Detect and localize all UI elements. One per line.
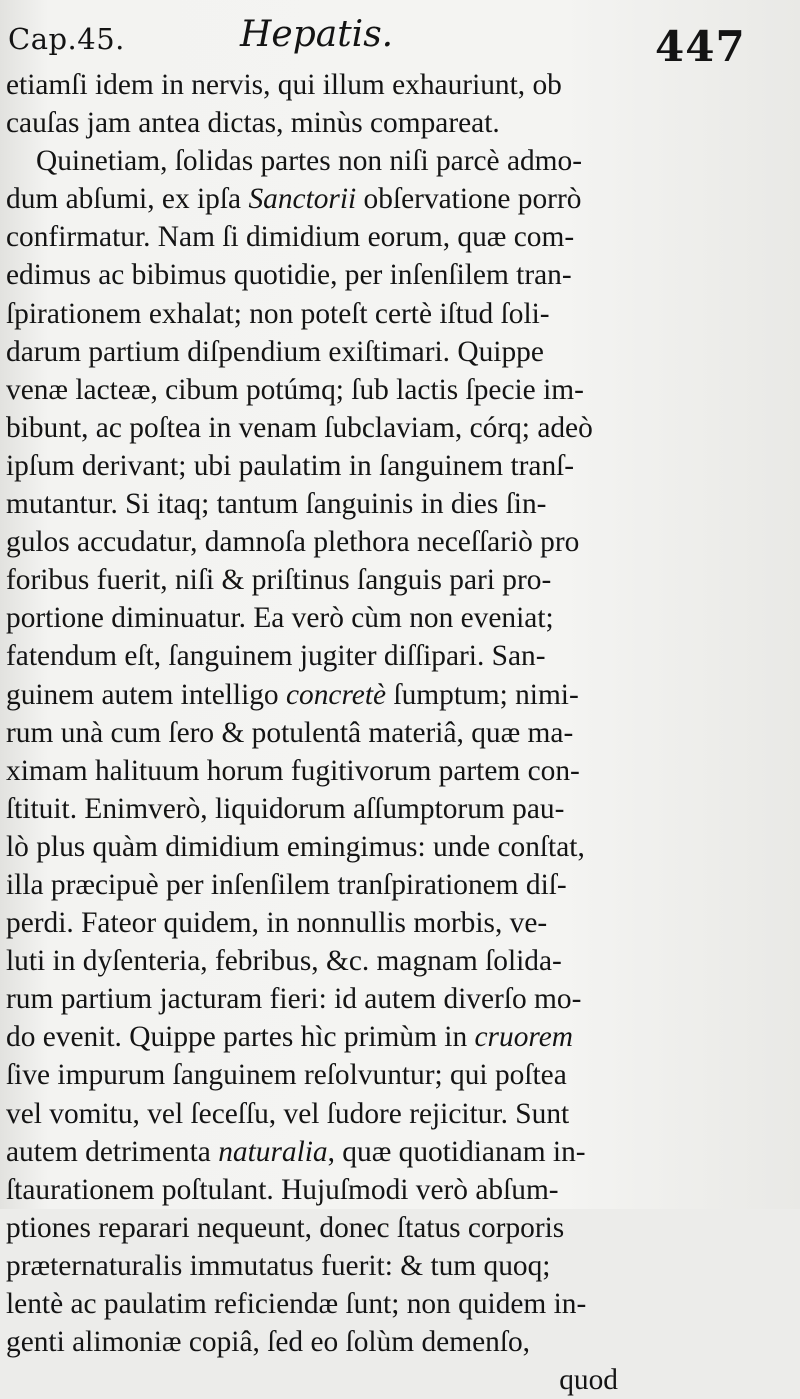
- page-number: 447: [655, 22, 746, 71]
- text-line: do evenit. Quippe partes hìc primùm in cruorem: [6, 1021, 574, 1054]
- text-line: darum partium diſpendium exiſtimari. Quippe: [6, 335, 544, 368]
- text-line: ximam halituum horum fugitivorum partem con-: [6, 754, 580, 787]
- text-line: guinem autem intelligo concretè ſumptum; nimi-: [6, 678, 579, 711]
- text-line: lentè ac paulatim reficiendæ ſunt; non quidem in-: [6, 1288, 587, 1320]
- text-line: ſtaurationem poſtulant. Hujuſmodi verò abſum-: [6, 1173, 559, 1206]
- page-header: [8, 14, 704, 64]
- text-line: venæ lacteæ, cibum potúmq; ſub lactis ſpecie im-: [6, 373, 584, 406]
- text-line: ſive impurum ſanguinem reſolvuntur; qui poſtea: [6, 1059, 567, 1092]
- text-line: foribus fuerit, niſi & priſtinus ſanguis pari pro-: [6, 564, 552, 597]
- text-line: mutantur. Si itaq; tantum ſanguinis in dies ſin-: [6, 488, 547, 521]
- text-line: etiamſi idem in nervis, qui illum exhauriunt, ob: [6, 69, 562, 101]
- chapter-running-head: Cap.45.: [8, 22, 125, 56]
- text-line: autem detrimenta naturalia, quæ quotidianam in-: [6, 1135, 586, 1168]
- text-line: cauſas jam antea dictas, minùs compareat.: [6, 107, 500, 140]
- text-line: confirmatur. Nam ſi dimidium eorum, quæ com-: [6, 221, 575, 254]
- text-line: lò plus quàm dimidium emingimus: unde conſtat,: [6, 830, 585, 863]
- text-body: [6, 66, 626, 1399]
- text-line: ſtituit. Enimverò, liquidorum aſſumptorum pau-: [6, 792, 565, 825]
- text-line: dum abſumi, ex ipſa Sanctorii obſervatione porrò: [6, 183, 582, 216]
- text-line: rum unà cum ſero & potulentâ materiâ, quæ ma-: [6, 716, 574, 749]
- page-title: Hepatis.: [240, 14, 394, 55]
- text-line: ſpirationem exhalat; non poteſt certè iſtud ſoli-: [6, 297, 550, 330]
- text-line: edimus ac bibimus quotidie, per inſenſilem tran-: [6, 259, 572, 292]
- text-line: illa præcipuè per inſenſilem tranſpirationem diſ-: [6, 868, 567, 901]
- text-line: ipſum derivant; ubi paulatim in ſanguinem tranſ-: [6, 449, 575, 482]
- text-line: portione diminuatur. Ea verò cùm non eveniat;: [6, 602, 554, 635]
- text-line: quod: [559, 1364, 618, 1397]
- text-line: perdi. Fateor quidem, in nonnullis morbis, ve-: [6, 907, 548, 940]
- text-line: præternaturalis immutatus fuerit: & tum quoq;: [6, 1249, 551, 1282]
- text-line: bibunt, ac poſtea in venam ſubclaviam, córq; adeò: [6, 411, 593, 444]
- text-line: Quinetiam, ſolidas partes non niſi parcè admo-: [36, 145, 583, 178]
- text-line: rum partium jacturam fieri: id autem diverſo mo-: [6, 983, 582, 1016]
- text-line: vel vomitu, vel ſeceſſu, vel ſudore rejicitur. Sunt: [6, 1097, 570, 1130]
- text-line: ptiones reparari nequeunt, donec ſtatus corporis: [6, 1211, 565, 1244]
- text-line: genti alimoniæ copiâ, ſed eo ſolùm demenſo,: [6, 1326, 531, 1359]
- text-line: fatendum eſt, ſanguinem jugiter diſſipari. San-: [6, 640, 546, 673]
- text-line: gulos accudatur, damnoſa plethora neceſſariò pro: [6, 526, 580, 559]
- text-line: luti in dyſenteria, febribus, &c. magnam ſolida-: [6, 945, 562, 978]
